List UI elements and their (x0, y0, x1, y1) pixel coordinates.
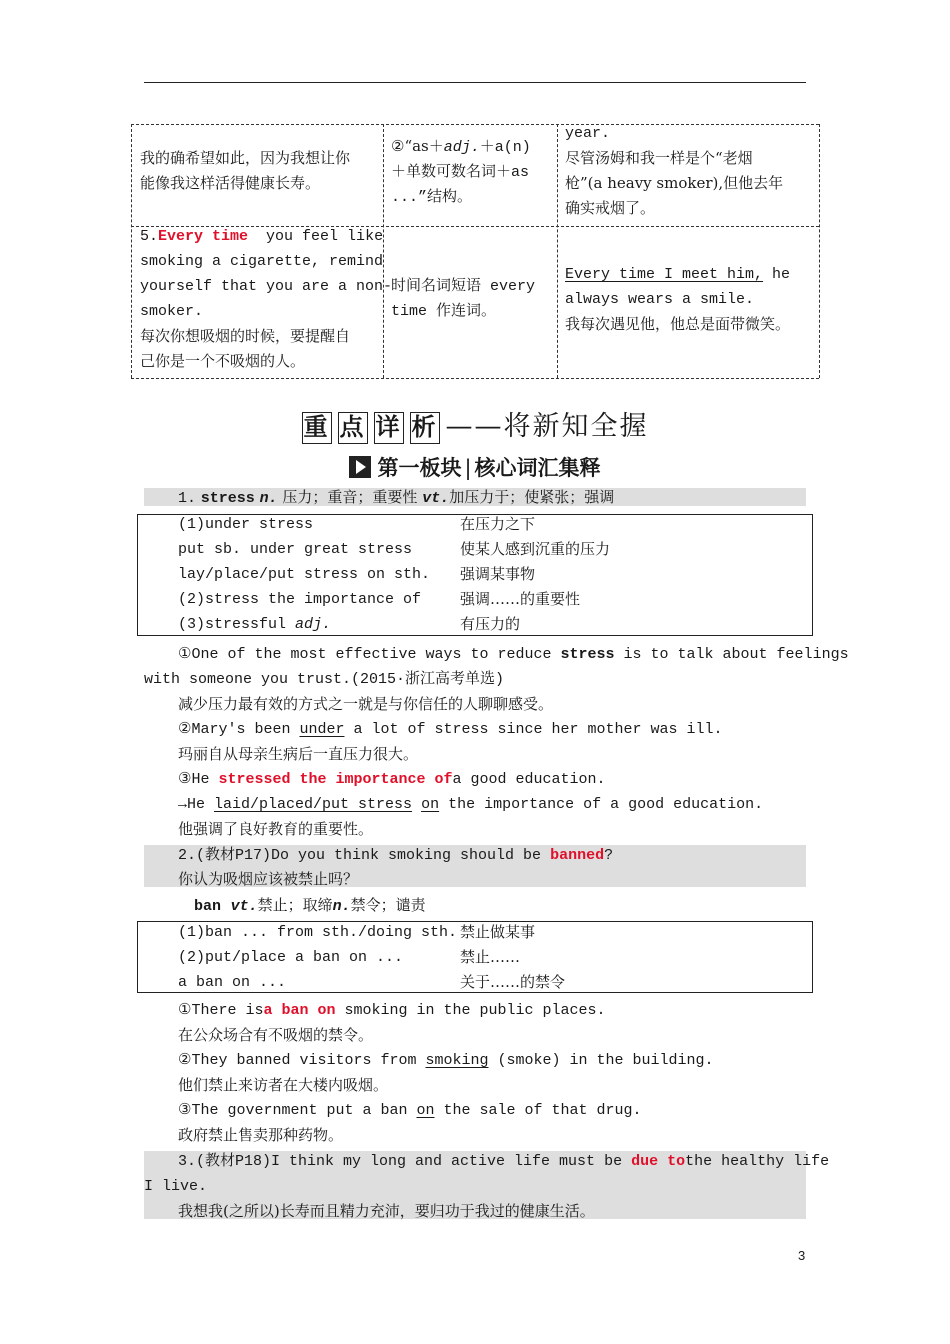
page-number: 3 (798, 1248, 806, 1263)
row5-col3: Every time I meet him, he always wears a smile. 我每次遇见他，他总是面带微笑。 (565, 266, 791, 333)
item1-ex3: ③He stressed the importance ofa good education. (178, 771, 606, 788)
heading-rest: ——将新知全握 (445, 411, 649, 442)
item2-ex3: ③The government put a ban on the sale of that drug. (178, 1102, 642, 1119)
item2-definition: ban vt.禁止；取缔n.禁令；谴责 (194, 896, 426, 915)
item1-ex2: ②Mary's been under a lot of stress since her mother was ill. (178, 721, 723, 738)
heading-box-char: 重 (302, 412, 332, 444)
item2-ex3-zh: 政府禁止售卖那种药物。 (178, 1126, 344, 1144)
item1-ex1-zh: 减少压力最有效的方式之一就是与你信任的人聊聊感受。 (178, 695, 554, 713)
item1-title: 1. stress n. 压力；重音；重要性 vt.加压力于；使紧张；强调 (178, 488, 615, 507)
section-heading (0, 404, 950, 444)
item2-question-zh: 你认为吸烟应该被禁止吗？ (178, 870, 359, 888)
row5-col1: 5.Every time you feel like smoking a cigarette, remind yourself that you are a non- smoker. 每次你想吸烟的时候，要提醒自 己你是一个不吸烟的人。 (140, 228, 393, 370)
item2-ex2: ②They banned visitors from smoking (smoke) in the building. (178, 1052, 714, 1069)
top-rule (144, 82, 806, 83)
heading-box-char: 点 (338, 412, 368, 444)
item1-phrases-zh: 在压力之下 使某人感到沉重的压力 强调某事物 强调……的重要性 有压力的 (460, 515, 611, 633)
item3-question-cont: I live. (144, 1178, 208, 1195)
item1-ex1: ①One of the most effective ways to reduce stress is to talk about feelings (178, 646, 849, 663)
item1-ex3-zh: 他强调了良好教育的重要性。 (178, 820, 374, 838)
row4-col2: ②“as＋adj.＋a(n) ＋单数可数名词＋as ...”结构。 (391, 137, 531, 206)
item1-ex1-cont: with someone you trust.(2015·浙江高考单选) (144, 671, 505, 688)
sub-heading: 第一板块 | 核心词汇集释 (0, 452, 950, 482)
item1-ex2-zh: 玛丽自从母亲生病后一直压力很大。 (178, 745, 419, 763)
item2-question: 2.(教材P17)Do you think smoking should be banned? (178, 847, 614, 864)
row4-col1: 我的确希望如此，因为我想让你 能像我这样活得健康长寿。 (140, 149, 351, 192)
heading-box-char: 析 (410, 412, 440, 444)
item2-ex1-zh: 在公众场合有不吸烟的禁令。 (178, 1026, 374, 1044)
row4-col3: year. 尽管汤姆和我一样是个“老烟 枪”(a heavy smoker),但他去年 确实戒烟了。 (565, 125, 784, 217)
row5-col2: 时间名词短语 every time 作连词。 (391, 278, 536, 320)
item3-question-zh: 我想我(之所以)长寿而且精力充沛，要归功于我过的健康生活。 (178, 1202, 595, 1220)
play-icon (349, 456, 371, 478)
item1-ex3-rewrite: →He laid/placed/put stress on the importance of a good education. (178, 796, 764, 813)
item1-phrases-en: (1)under stress put sb. under great stress lay/place/put stress on sth. (2)stress the importance of (3)stressful adj. (178, 516, 431, 633)
item2-ex2-zh: 他们禁止来访者在大楼内吸烟。 (178, 1076, 389, 1094)
item2-phrases-en: (1)ban ... from sth./doing sth. (2)put/place a ban on ... a ban on ... (178, 924, 458, 991)
item3-question: 3.(教材P18)I think my long and active life must be due tothe healthy life (178, 1153, 830, 1170)
item2-ex1: ①There isa ban on smoking in the public places. (178, 1002, 606, 1019)
heading-box-char: 详 (374, 412, 404, 444)
item2-phrases-zh: 禁止做某事 禁止…… 关于……的禁令 (460, 923, 566, 991)
